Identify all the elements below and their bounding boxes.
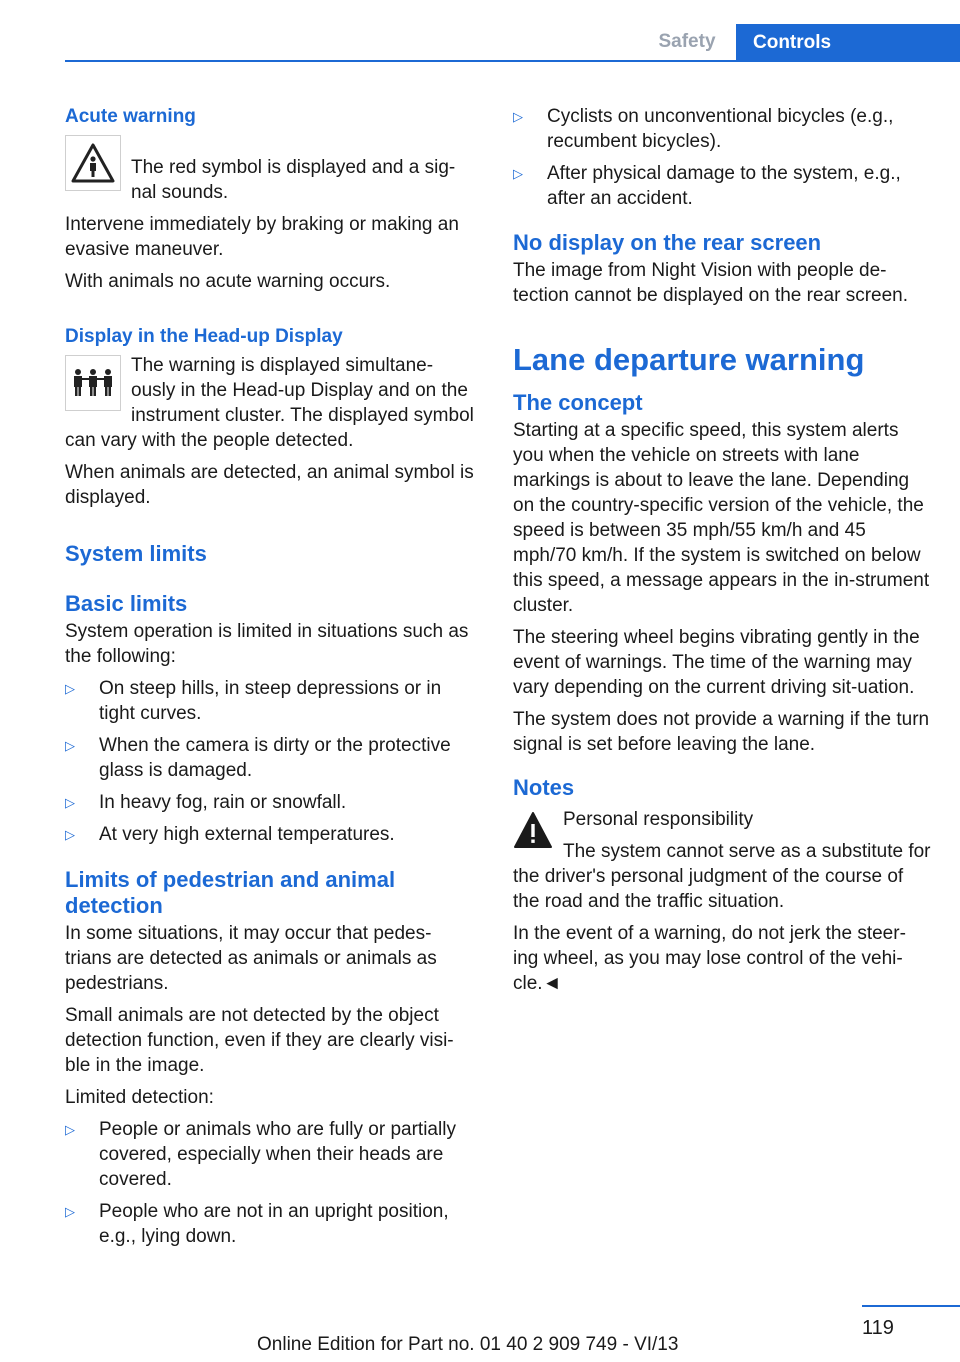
list-item: ▷ People or animals who are fully or partially covered, especially when their heads are covered. (65, 1119, 456, 1190)
concept-heading: The concept (513, 390, 643, 415)
tab-controls[interactable]: Controls (736, 24, 960, 61)
hud-heading: Display in the Head-up Display (65, 326, 343, 347)
tab-safety[interactable]: Safety (658, 31, 716, 52)
pedestrian-text-2: Small animals are not detected by the object detection function, even if they are clearly visi-ble in the image. (65, 1005, 454, 1076)
notes-heading: Notes (513, 775, 575, 800)
list-item: ▷ After physical damage to the system, e.g., after an accident. (513, 163, 901, 209)
list-item: ▷ People who are not in an upright position, e.g., lying down. (65, 1201, 449, 1247)
rear-screen-text: The image from Night Vision with people de-tection cannot be displayed on the rear screen. (513, 260, 909, 306)
page-number: 119 (862, 1317, 894, 1339)
triangle-bullet-icon: ▷ (65, 681, 75, 696)
limited-detection-list-continued (513, 104, 931, 211)
lane-departure-heading: Lane departure warning (513, 342, 865, 377)
notes-text-2: The system cannot serve as a substitute for the driver's personal judgment of the course of the road and the traffic situation. (513, 841, 931, 912)
triangle-bullet-icon: ▷ (65, 1122, 75, 1137)
list-item: ▷ Cyclists on unconventional bicycles (e.g., recumbent bicycles). (513, 106, 894, 152)
concept-text-2: The steering wheel begins vibrating gently in the event of warnings. The time of the warning may vary depending on the current driving sit-uation. (513, 627, 920, 698)
concept-text-3: The system does not provide a warning if the turn signal is set before leaving the lane. (513, 709, 930, 755)
pedestrian-text-1: In some situations, it may occur that pedes-trians are detected as animals or animals as pedestrians. (65, 923, 437, 994)
notes-text-3: In the event of a warning, do not jerk the steer-ing wheel, as you may lose control of the vehi-cle.◄ (513, 923, 906, 994)
list-item: ▷ On steep hills, in steep depressions or in tight curves. (65, 678, 442, 724)
people-group-icon (65, 355, 121, 411)
acute-text-1: The red symbol is displayed and a sig-nal sounds. (131, 157, 456, 203)
limited-detection-list (65, 1117, 477, 1249)
right-column (513, 104, 931, 1003)
hud-text-1: The warning is displayed simultane-ously in the Head-up Display and on the instrument cluster. The displayed symbol can vary with the people detected. (65, 355, 474, 451)
footer-edition: Online Edition for Part no. 01 40 2 909 749 - VI/13 (257, 1334, 679, 1355)
basic-limits-intro: System operation is limited in situations such as the following: (65, 621, 469, 667)
hud-text-2: When animals are detected, an animal symbol is displayed. (65, 462, 474, 508)
acute-warning-heading: Acute warning (65, 106, 196, 127)
left-column (65, 104, 477, 1256)
acute-text-2: Intervene immediately by braking or making an evasive maneuver. (65, 214, 459, 260)
pedestrian-warning-triangle-icon (65, 135, 121, 191)
page-number-rule (862, 1305, 960, 1307)
triangle-bullet-icon: ▷ (65, 795, 75, 810)
list-item: ▷ In heavy fog, rain or snowfall. (65, 792, 347, 813)
triangle-bullet-icon: ▷ (513, 166, 523, 181)
triangle-bullet-icon: ▷ (65, 738, 75, 753)
acute-warning-block (65, 129, 477, 269)
acute-text-3: With animals no acute warning occurs. (65, 271, 391, 292)
notes-block (513, 807, 931, 921)
rear-screen-heading: No display on the rear screen (513, 230, 822, 255)
warning-triangle-icon (513, 810, 553, 850)
triangle-bullet-icon: ▷ (513, 109, 523, 124)
pedestrian-limits-heading: Limits of pedestrian and animal detection (65, 867, 396, 918)
list-item: ▷ At very high external temperatures. (65, 824, 395, 845)
basic-limits-heading: Basic limits (65, 591, 188, 616)
concept-text-1: Starting at a specific speed, this system alerts you when the vehicle on streets with lane markings is about to leave the lane. Depending on the country-specific version of the vehicle, the speed is between 35 mph/55 km/h and 45 mph/70 km/h. If the system is switched on below this speed, a message appears in the in-strument cluster. (513, 420, 930, 616)
notes-text-1: Personal responsibility (563, 809, 754, 830)
triangle-bullet-icon: ▷ (65, 1204, 75, 1219)
triangle-bullet-icon: ▷ (65, 827, 75, 842)
pedestrian-text-3: Limited detection: (65, 1087, 214, 1108)
system-limits-heading: System limits (65, 541, 207, 566)
hud-block (65, 349, 477, 460)
list-item: ▷ When the camera is dirty or the protective glass is damaged. (65, 735, 451, 781)
basic-limits-list (65, 676, 477, 847)
